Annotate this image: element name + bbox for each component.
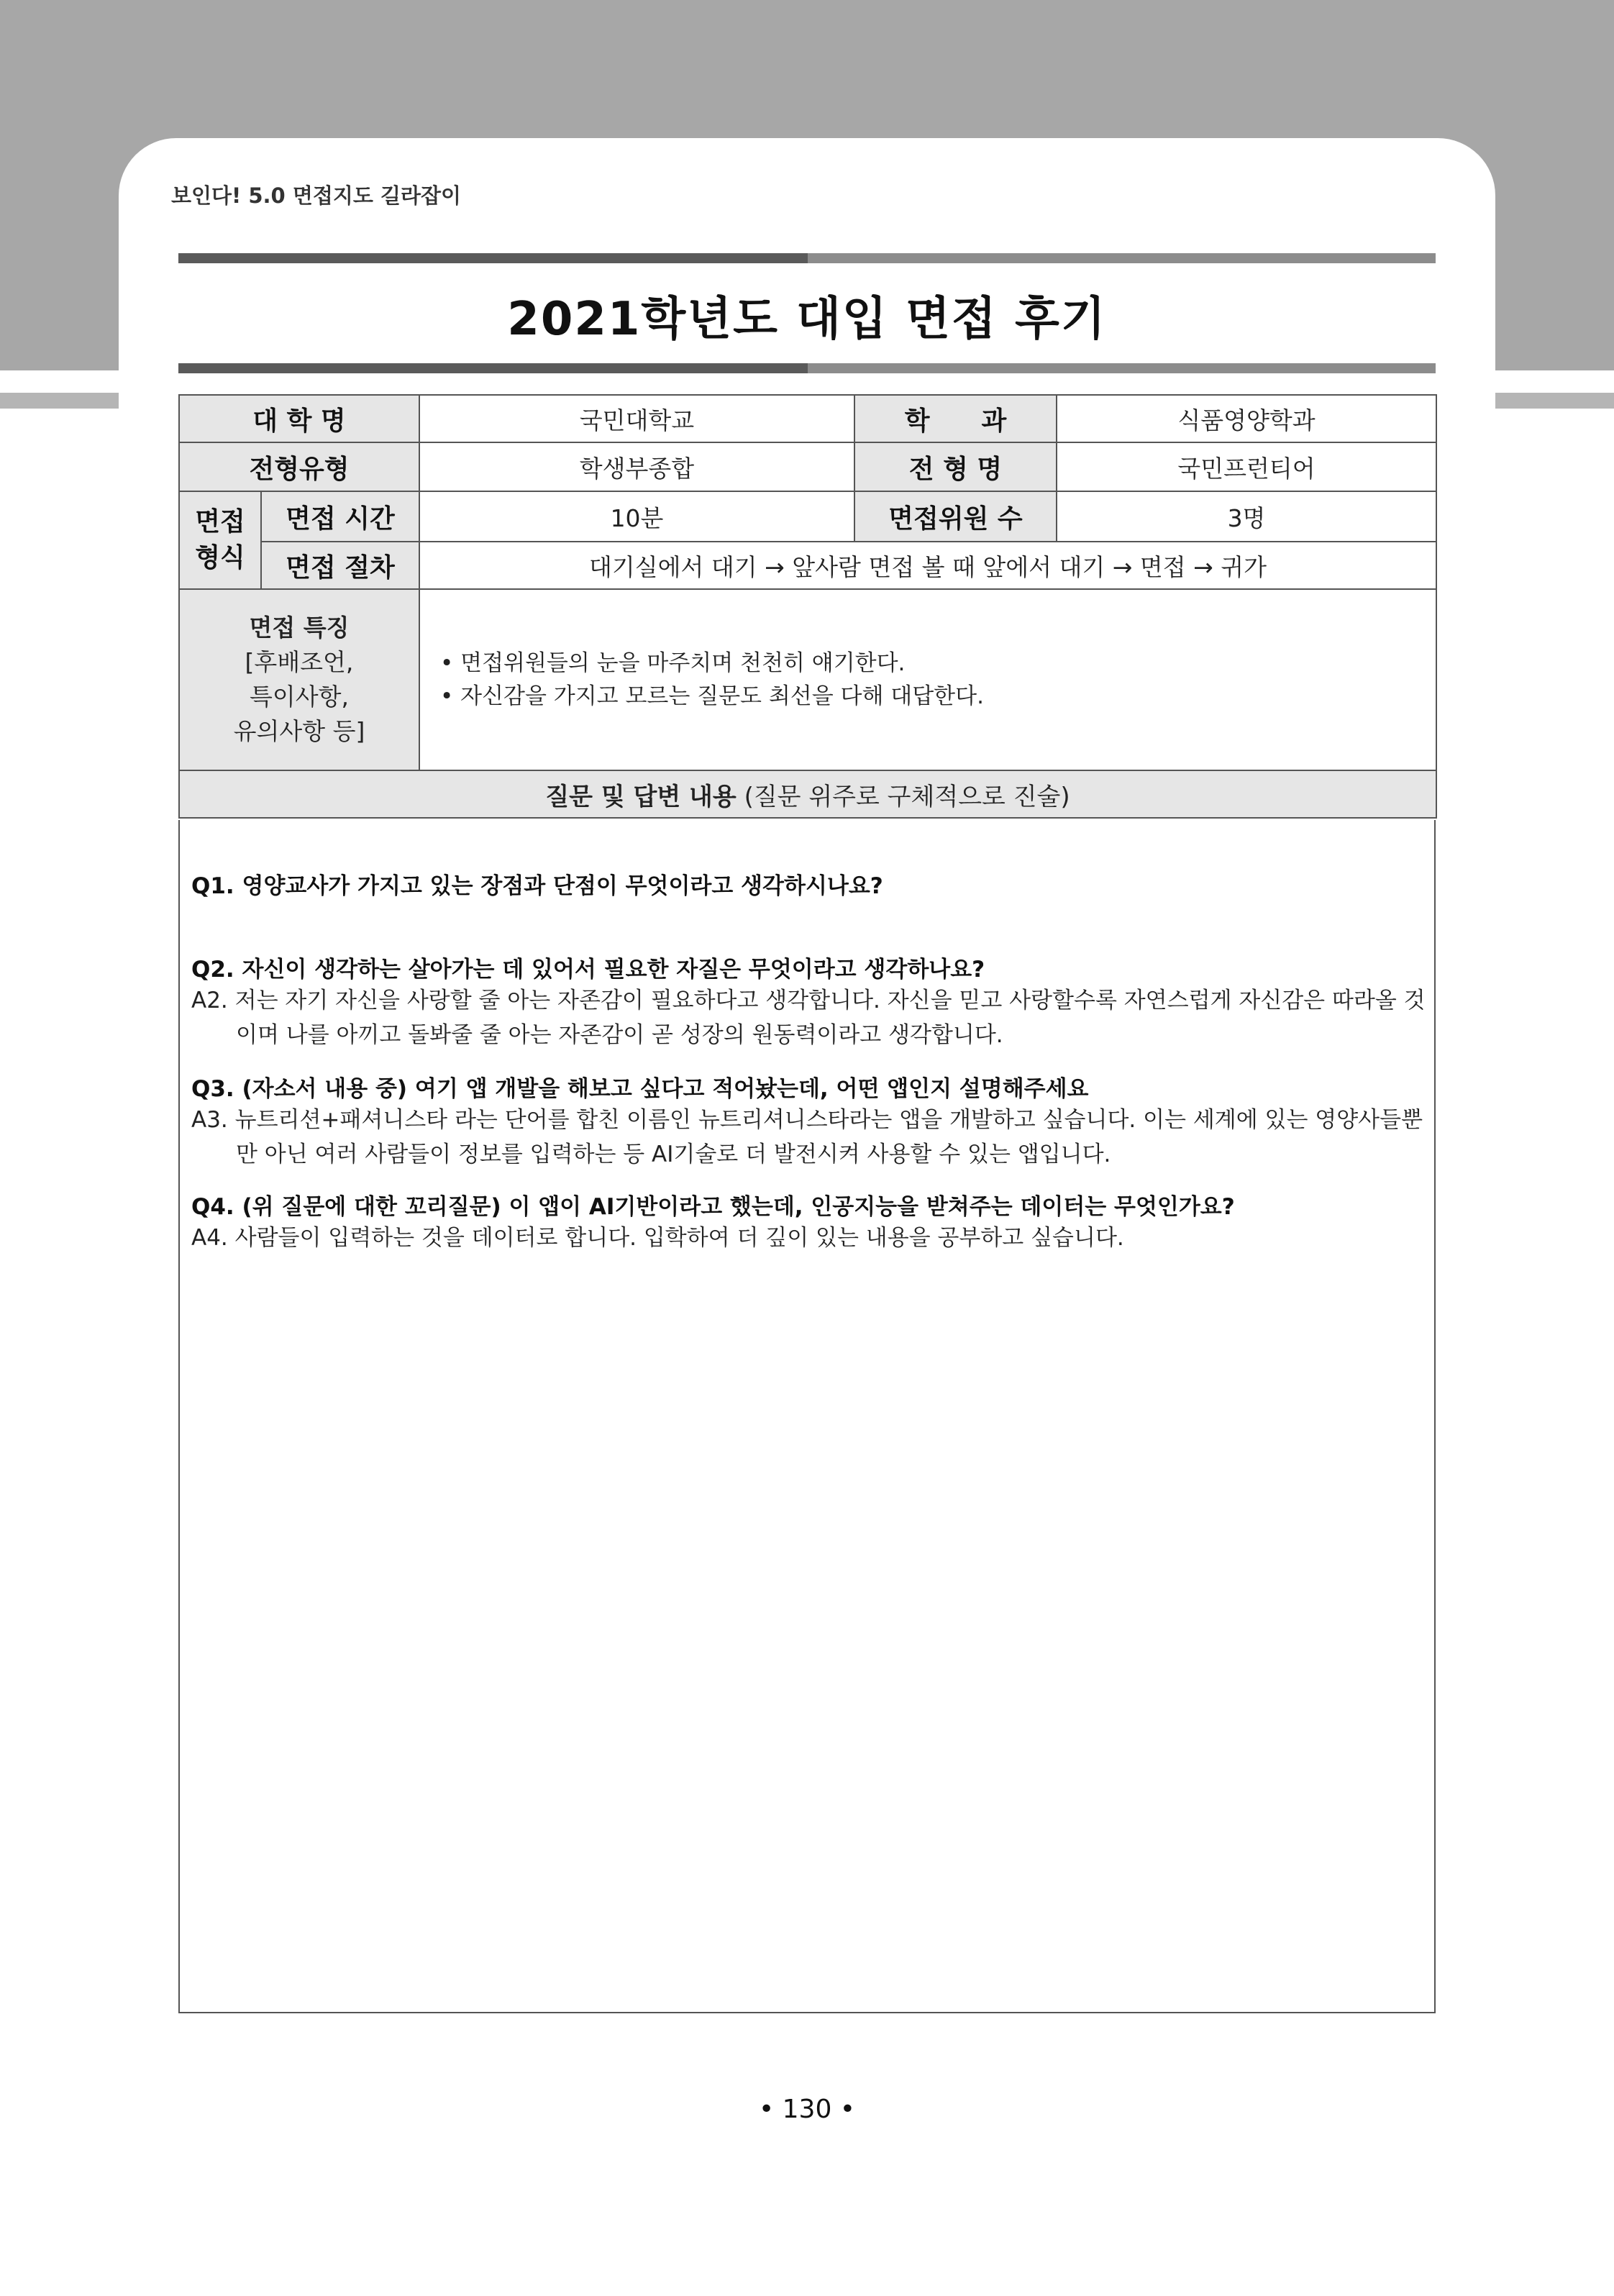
admission-type-value: 학생부종합 — [419, 442, 854, 491]
title-rule-bottom — [178, 363, 1436, 373]
interview-time-label: 면접 시간 — [261, 491, 419, 542]
series-title: 보인다! 5.0 면접지도 길라잡이 — [171, 183, 462, 208]
department-value: 식품영양학과 — [1057, 395, 1436, 442]
features-label-line-1: 면접 특징 — [249, 614, 350, 642]
university-value: 국민대학교 — [419, 395, 854, 442]
question-1: Q1. 영양교사가 가지고 있는 장점과 단점이 무엇이라고 생각하시나요? — [191, 873, 883, 899]
panel-count-value: 3명 — [1057, 491, 1436, 542]
page-number: • 130 • — [758, 2095, 856, 2124]
qa-item-1 — [191, 867, 1428, 900]
interview-features-list — [419, 589, 1436, 770]
features-label-line-4: 유의사항 등] — [233, 717, 365, 745]
university-label: 대 학 명 — [179, 395, 419, 442]
interview-info-table — [178, 394, 1437, 819]
question-2: Q2. 자신이 생각하는 살아가는 데 있어서 필요한 자질은 무엇이라고 생각하나요? — [191, 957, 985, 983]
features-label-line-3: 특이사항, — [249, 683, 349, 711]
admission-type-label: 전형유형 — [179, 442, 419, 491]
department-label: 학 과 — [854, 395, 1057, 442]
interview-time-value: 10분 — [419, 491, 854, 542]
page-title: 2021학년도 대입 면접 후기 — [507, 293, 1107, 346]
interview-format-label: 면접 형식 — [179, 491, 261, 589]
right-edge-strip — [1495, 393, 1614, 409]
admission-track-label: 전 형 명 — [854, 442, 1057, 491]
qa-section-title: 질문 및 답변 내용 — [545, 782, 737, 811]
interview-procedure-value: 대기실에서 대기 → 앞사람 면접 볼 때 앞에서 대기 → 면접 → 귀가 — [419, 542, 1436, 589]
qa-item-2 — [191, 951, 1428, 1052]
qa-section-note: (질문 위주로 구체적으로 진술) — [744, 782, 1070, 811]
title-rule-top — [178, 253, 1436, 263]
feature-item: • 면접위원들의 눈을 마주치며 천천히 얘기한다. — [440, 650, 906, 676]
answer-2: A2. 저는 자기 자신을 사랑할 줄 아는 자존감이 필요하다고 생각합니다. 자신을 믿고 사랑할수록 자연스럽게 자신감은 따라올 것이며 나를 아끼고 돌봐줄 줄 아는 자존감이 곧 성장의 원동력이라고 생각합니다. — [191, 988, 1426, 1048]
answer-3: A3. 뉴트리션+패셔니스타 라는 단어를 합친 이름인 뉴트리셔니스타라는 앱을 개발하고 싶습니다. 이는 세계에 있는 영양사들뿐만 아닌 여러 사람들이 정보를 입력하는 등 AI기술로 더 발전시켜 사용할 수 있는 앱입니다. — [191, 1107, 1423, 1167]
left-edge-strip — [0, 393, 119, 409]
qa-item-3 — [191, 1070, 1428, 1172]
qa-item-4 — [191, 1188, 1428, 1255]
answer-4: A4. 사람들이 입력하는 것을 데이터로 합니다. 입학하여 더 깊이 있는 내용을 공부하고 싶습니다. — [191, 1225, 1124, 1251]
features-label-line-2: [후배조언, — [245, 648, 354, 676]
interview-procedure-label: 면접 절차 — [261, 542, 419, 589]
feature-item: • 자신감을 가지고 모르는 질문도 최선을 다해 대답한다. — [440, 683, 984, 709]
question-4: Q4. (위 질문에 대한 꼬리질문) 이 앱이 AI기반이라고 했는데, 인공지능을 받쳐주는 데이터는 무엇인가요? — [191, 1194, 1235, 1220]
qa-section-header — [179, 770, 1436, 818]
interview-features-label — [179, 589, 419, 770]
admission-track-value: 국민프런티어 — [1057, 442, 1436, 491]
panel-count-label: 면접위원 수 — [854, 491, 1057, 542]
question-3: Q3. (자소서 내용 중) 여기 앱 개발을 해보고 싶다고 적어놨는데, 어떤 앱인지 설명해주세요 — [191, 1076, 1089, 1102]
